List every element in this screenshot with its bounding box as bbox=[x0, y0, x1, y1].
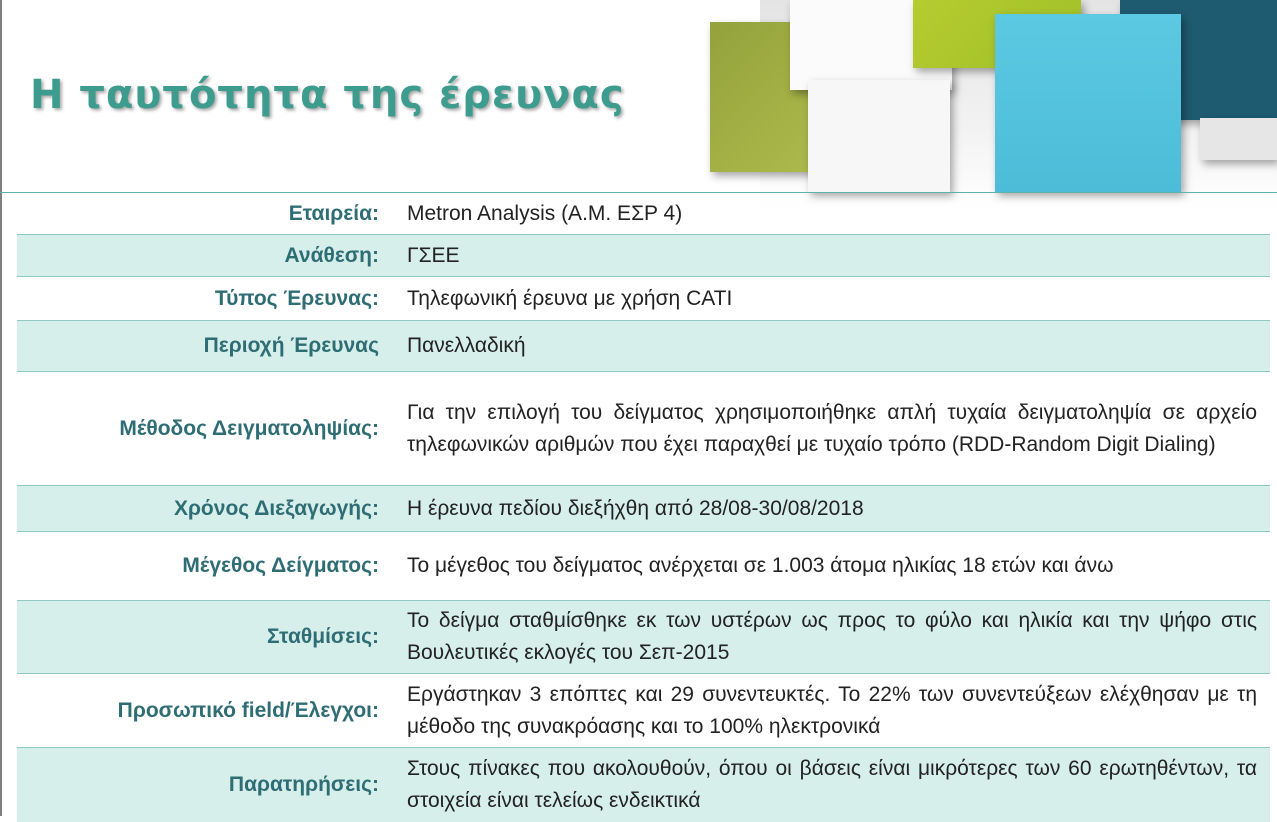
row-value: Η έρευνα πεδίου διεξήχθη από 28/08-30/08/2018 bbox=[407, 496, 864, 520]
row-value: Πανελλαδική bbox=[407, 334, 526, 357]
table-row bbox=[17, 277, 1270, 321]
row-label: Σταθμίσεις: bbox=[266, 625, 379, 648]
table-row bbox=[17, 193, 1270, 235]
table-row bbox=[17, 601, 1270, 674]
table-row bbox=[17, 532, 1270, 601]
decorative-gray-square bbox=[1200, 118, 1277, 160]
row-label: Χρόνος Διεξαγωγής: bbox=[173, 496, 379, 520]
table-row bbox=[17, 372, 1270, 486]
row-label: Περιοχή Έρευνας bbox=[203, 334, 379, 357]
decorative-white-square-lower bbox=[808, 80, 950, 192]
row-label: Μέγεθος Δείγματος: bbox=[182, 554, 379, 577]
row-value: Το δείγμα σταθμίσθηκε εκ των υστέρων ως προς το φύλο και ηλικία και την ψήφο στις Βουλευτικές εκλογές του Σεπ-2015 bbox=[407, 609, 1257, 664]
row-label: Μέθοδος Δειγματοληψίας: bbox=[119, 416, 379, 440]
row-value: Στους πίνακες που ακολουθούν, όπου οι βάσεις είναι μικρότερες των 60 ερωτηθέντων, τα στοιχεία είναι τελείως ενδεικτικά bbox=[407, 757, 1257, 812]
row-value: Τηλεφωνική έρευνα με χρήση CATI bbox=[407, 286, 733, 310]
row-value: ΓΣΕΕ bbox=[407, 243, 460, 267]
table-row bbox=[17, 321, 1270, 372]
row-value: Για την επιλογή του δείγματος χρησιμοποιήθηκε απλή τυχαία δειγματοληψία σε αρχείο τηλεφωνικών αριθμών που έχει παραχθεί με τυχαίο τρόπο (RDD-Random Digit Dialing) bbox=[407, 400, 1257, 456]
table-row bbox=[17, 674, 1270, 748]
row-label: Ανάθεση: bbox=[284, 243, 379, 267]
page-title: Η ταυτότητα της έρευνας bbox=[30, 72, 625, 118]
survey-info-table bbox=[17, 193, 1270, 822]
slide-left-border bbox=[0, 0, 2, 816]
decorative-cyan-square bbox=[995, 14, 1181, 192]
row-value: Το μέγεθος του δείγματος ανέρχεται σε 1.003 άτομα ηλικίας 18 ετών και άνω bbox=[407, 554, 1114, 577]
row-label: Προσωπικό field/Έλεγχοι: bbox=[117, 698, 379, 722]
row-value: Metron Analysis (Α.Μ. ΕΣΡ 4) bbox=[407, 201, 683, 225]
row-label: Εταιρεία: bbox=[288, 201, 379, 225]
table-row bbox=[17, 748, 1270, 822]
table-row bbox=[17, 235, 1270, 277]
row-value: Εργάστηκαν 3 επόπτες και 29 συνεντευκτές. Το 22% των συνεντεύξεων ελέχθησαν με τη μέθοδο της συνακρόασης και το 100% ηλεκτρονικά bbox=[407, 682, 1257, 738]
row-label: Παρατηρήσεις: bbox=[228, 773, 379, 796]
table-row bbox=[17, 486, 1270, 532]
row-label: Τύπος Έρευνας: bbox=[214, 286, 379, 310]
